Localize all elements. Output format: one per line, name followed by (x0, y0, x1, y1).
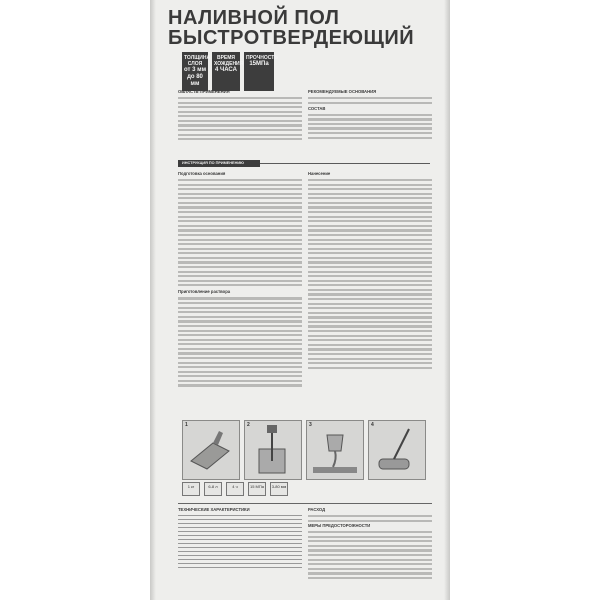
consumption-heading: РАСХОД (308, 507, 326, 512)
spec-badge-thickness: ТОЛЩИНА СЛОЯ от 3 мм до 80 мм (182, 52, 208, 91)
usage-icons-row (182, 482, 288, 496)
spiked-roller-icon (369, 421, 425, 479)
clock-icon: 15 МПа (248, 482, 266, 496)
mixer-bucket-icon (245, 421, 301, 479)
mix-preparation-heading: Приготовление раствора (178, 289, 231, 295)
application-section (178, 90, 302, 143)
bag-weight-icon: 1 кг (182, 482, 200, 496)
thickness-icon: 3-80 мм (270, 482, 288, 496)
composition-heading: СОСТАВ (308, 105, 326, 111)
spec-badges (182, 52, 278, 91)
recommended-bases-section (308, 90, 432, 141)
tech-specs-section (178, 508, 302, 571)
precautions-heading: МЕРЫ ПРЕДОСТОРОЖНОСТИ (308, 523, 371, 529)
instructions-rule (260, 163, 430, 164)
illustration-step-2: 2 (244, 420, 302, 480)
spec-badge-walk-time: ВРЕМЯ ХОЖДЕНИЯ 4 ЧАСА (212, 52, 240, 91)
product-bag (150, 0, 450, 600)
base-preparation-heading: Подготовка основания (178, 171, 226, 176)
application-step-section (308, 172, 432, 371)
tech-specs-heading: ТЕХНИЧЕСКИЕ ХАРАКТЕРИСТИКИ (178, 507, 250, 512)
footprint-icon: 4 ч (226, 482, 244, 496)
instructions-banner: ИНСТРУКЦИЯ ПО ПРИМЕНЕНИЮ (178, 160, 260, 167)
water-icon: 6-8 л (204, 482, 222, 496)
application-step-heading: Нанесение (308, 171, 331, 176)
pouring-icon (307, 421, 363, 479)
consumption-section (308, 508, 432, 581)
bag-edge-right (444, 0, 450, 600)
product-title: НАЛИВНОЙ ПОЛ БЫСТРОТВЕРДЕЮЩИЙ (168, 7, 415, 49)
illustration-step-1: 1 (182, 420, 240, 480)
trowel-icon (183, 421, 239, 479)
instruction-illustrations (182, 420, 426, 480)
illustration-step-3: 3 (306, 420, 364, 480)
section-divider (178, 503, 432, 504)
recommended-bases-heading: РЕКОМЕНДУЕМЫЕ ОСНОВАНИЯ (308, 89, 377, 94)
base-preparation-section (178, 172, 302, 389)
spec-badge-strength: ПРОЧНОСТЬ 15МПа (244, 52, 274, 91)
application-heading: ОБЛАСТЬ ПРИМЕНЕНИЯ (178, 89, 230, 94)
illustration-step-4: 4 (368, 420, 426, 480)
bag-edge-left (150, 0, 156, 600)
